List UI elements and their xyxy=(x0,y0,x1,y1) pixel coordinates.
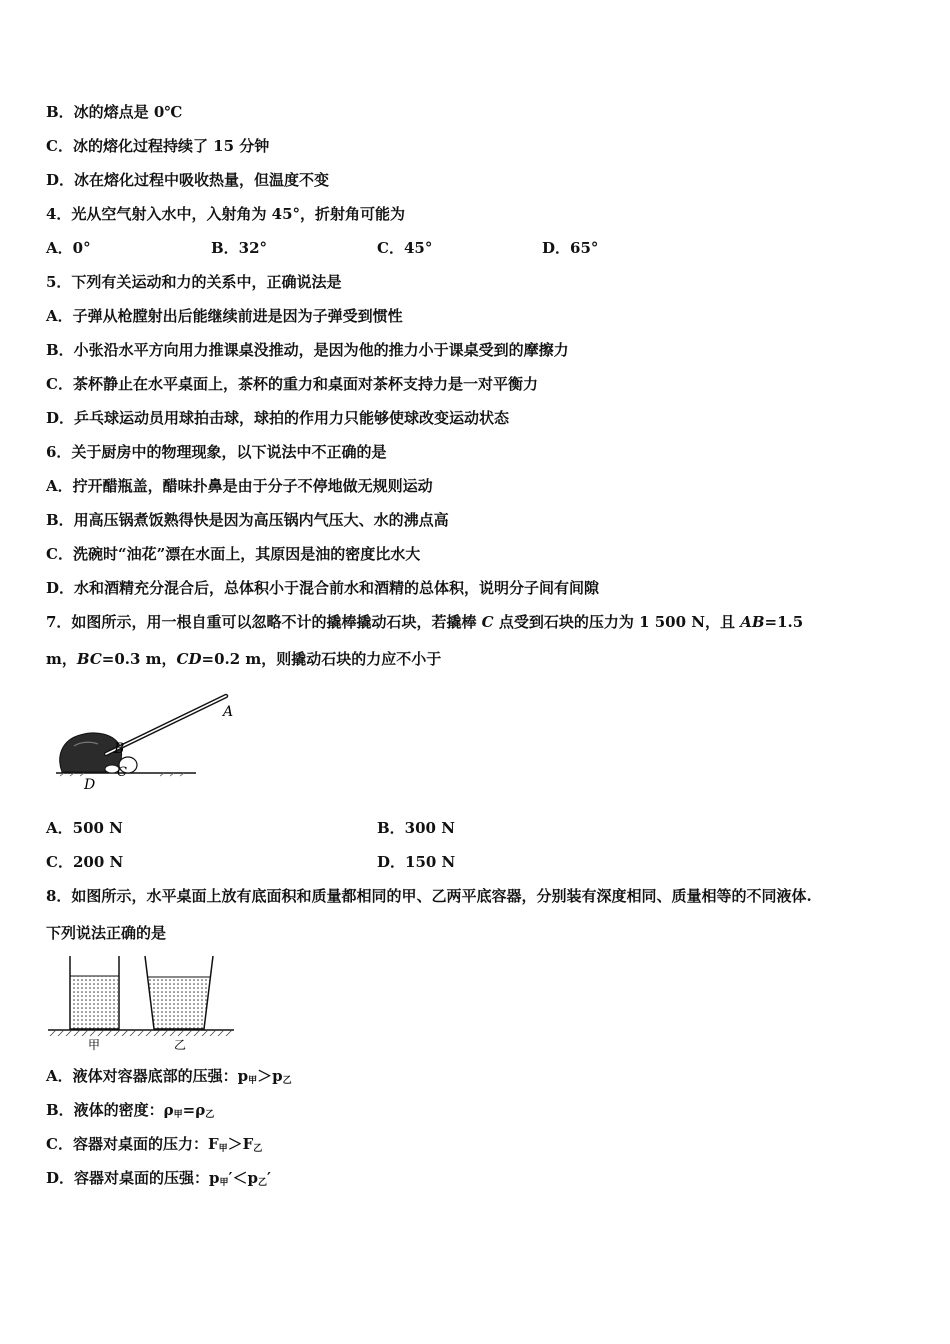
q6-option-d: D．水和酒精充分混合后，总体积小于混合前水和酒精的总体积，说明分子间有间隙 xyxy=(46,579,600,597)
q7-option-b: B．300 N xyxy=(377,819,455,837)
label-d: D xyxy=(84,777,96,793)
label-c: C xyxy=(117,765,127,780)
container-jia xyxy=(70,956,119,1029)
q7-stem-line2: m，BC=0.3 m，CD=0.2 m，则撬动石块的力应不小于 xyxy=(46,650,442,668)
q8-option-a: A．液体对容器底部的压强：$p_甲>p_乙$ xyxy=(46,1067,292,1086)
table-surface xyxy=(48,1030,234,1036)
q7-stem-line1: 7．如图所示，用一根自重可以忽略不计的撬棒撬动石块，若撬棒 C 点受到石块的压力为 1 500 N，且 AB=1.5 xyxy=(46,613,804,631)
q6-option-a: A．拧开醋瓶盖，醋味扑鼻是由于分子不停地做无规则运动 xyxy=(46,477,433,495)
q4-option-b: B．32° xyxy=(211,239,268,257)
q4-option-a: A．0° xyxy=(46,239,91,257)
q4-stem: 4．光从空气射入水中，入射角为 45°，折射角可能为 xyxy=(46,205,406,223)
q8-option-d: D．容器对桌面的压强：$p_甲'<p_乙'$ xyxy=(46,1169,271,1188)
label-jia: 甲 xyxy=(88,1038,101,1052)
q6-option-c: C．洗碗时“油花”漂在水面上，其原因是油的密度比水大 xyxy=(46,545,421,563)
label-a: A xyxy=(223,704,234,720)
q6-option-b: B．用高压锅煮饭熟得快是因为高压锅内气压大、水的沸点高 xyxy=(46,511,449,529)
q7-option-a: A．500 N xyxy=(46,819,123,837)
q7-option-c: C．200 N xyxy=(46,853,124,871)
q4-option-d: D．65° xyxy=(542,239,599,257)
q3-option-d: D．冰在熔化过程中吸收热量，但温度不变 xyxy=(46,171,330,189)
q5-option-a: A．子弹从枪膛射出后能继续前进是因为子弹受到惯性 xyxy=(46,307,403,325)
q3-option-b: B．冰的熔点是 0℃ xyxy=(46,103,183,121)
q8-stem-line1: 8．如图所示，水平桌面上放有底面积和质量都相同的甲、乙两平底容器，分别装有深度相同、质量相等的不同液体. xyxy=(46,887,812,905)
q8-option-c: C．容器对桌面的压力：$F_甲>F_乙$ xyxy=(46,1135,263,1154)
q5-option-d: D．乒乓球运动员用球拍击球，球拍的作用力只能够使球改变运动状态 xyxy=(46,409,510,427)
label-yi: 乙 xyxy=(174,1038,187,1052)
q6-stem: 6．关于厨房中的物理现象，以下说法中不正确的是 xyxy=(46,443,387,461)
q5-option-c: C．茶杯静止在水平桌面上，茶杯的重力和桌面对茶杯支持力是一对平衡力 xyxy=(46,375,538,393)
label-b: B xyxy=(114,741,125,757)
q8-stem-line2: 下列说法正确的是 xyxy=(46,924,167,942)
container-yi xyxy=(145,956,213,1029)
q4-option-c: C．45° xyxy=(377,239,433,257)
q7-option-d: D．150 N xyxy=(377,853,456,871)
q7-lever-figure xyxy=(50,690,250,795)
q8-option-b: B．液体的密度：$\rho_甲=\rho_乙$ xyxy=(46,1101,215,1120)
q5-stem: 5．下列有关运动和力的关系中，正确说法是 xyxy=(46,273,342,291)
q3-option-c: C．冰的熔化过程持续了 15 分钟 xyxy=(46,137,270,155)
q8-containers-figure xyxy=(44,950,244,1052)
q5-option-b: B．小张沿水平方向用力推课桌没推动，是因为他的推力小于课桌受到的摩擦力 xyxy=(46,341,569,359)
